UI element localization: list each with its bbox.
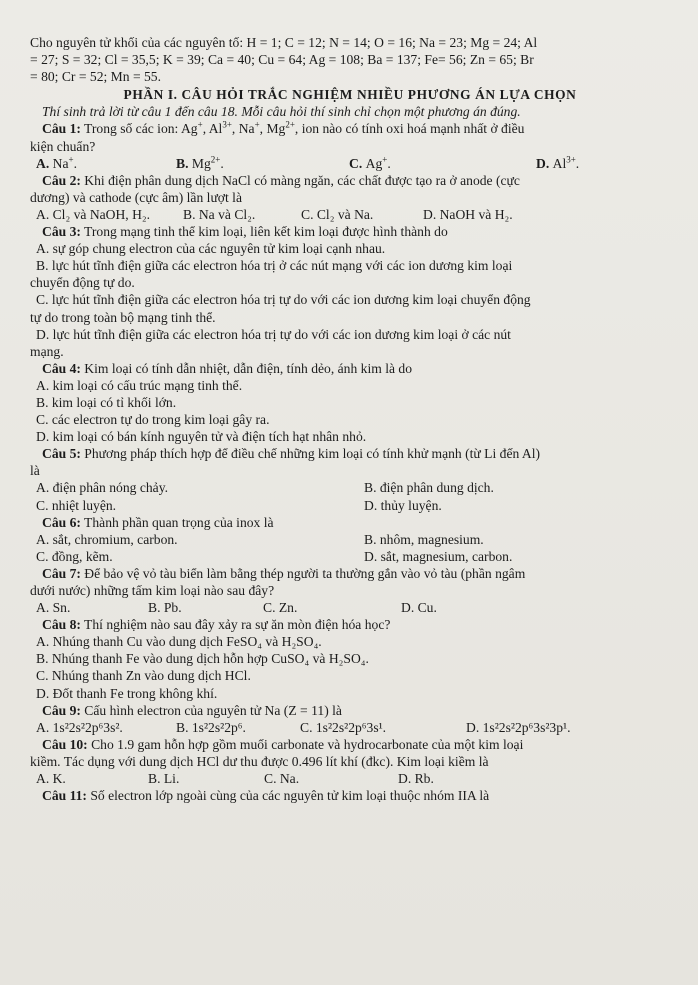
option-a[interactable]: A. Nhúng thanh Cu vào dung dịch FeSO₄ và H₂SO₄.: [36, 634, 322, 650]
option-a[interactable]: A. điện phân nóng chảy.: [36, 480, 169, 496]
atomic-mass-line-1: Cho nguyên tử khối của các nguyên tố: H = 1; C = 12; N = 14; O = 16; Na = 23; Mg = 24; Al: [30, 35, 538, 50]
option-c[interactable]: C. lực hút tĩnh điện giữa các electron hóa trị tự do với các ion dương kim loại chuyển động: [36, 292, 531, 308]
option-d[interactable]: D. NaOH và H₂.: [423, 206, 513, 222]
question-2: Câu 2: Khi điện phân dung dịch NaCl có màng ngăn, các chất được tạo ra ở anode (cực: [42, 172, 520, 188]
question-8: Câu 8: Thí nghiệm nào sau đây xảy ra sự ăn mòn điện hóa học?: [42, 617, 391, 633]
question-number: Câu 3:: [42, 224, 81, 240]
section-instruction: Thí sinh trả lời từ câu 1 đến câu 18. Mỗi câu hỏi thí sinh chỉ chọn một phương án đúng.: [42, 104, 521, 120]
question-number: Câu 10:: [42, 736, 88, 752]
option-b[interactable]: B. Nhúng thanh Fe vào dung dịch hỗn hợp CuSO₄ và H₂SO₄.: [36, 651, 369, 667]
atomic-mass-line-2: = 27; S = 32; Cl = 35,5; K = 39; Ca = 40; Cu = 64; Ag = 108; Ba = 137; Fe= 56; Zn = 65; Br: [30, 52, 534, 68]
question-1-cont: kiện chuẩn?: [30, 138, 96, 154]
option-c[interactable]: C. Cl₂ và Na.: [301, 206, 374, 222]
question-number: Câu 2:: [42, 172, 81, 188]
option-d[interactable]: D. thủy luyện.: [364, 497, 442, 513]
question-number: Câu 11:: [42, 788, 87, 804]
option-d[interactable]: D. Rb.: [398, 771, 434, 787]
atomic-mass-line-3: = 80; Cr = 52; Mn = 55.: [30, 69, 161, 85]
option-d[interactable]: D. lực hút tĩnh điện giữa các electron hóa trị tự do với các ion dương kim loại ở các nút: [36, 326, 511, 342]
question-number: Câu 5:: [42, 446, 81, 462]
option-d[interactable]: D. kim loại có bán kính nguyên tử và điện tích hạt nhân nhỏ.: [36, 429, 367, 445]
question-6-options-row-1: [30, 531, 670, 548]
option-b[interactable]: B. $Mg^{2+}$.: [176, 154, 224, 171]
section-title: PHẦN I. CÂU HỎI TRẮC NGHIỆM NHIỀU PHƯƠNG ÁN LỰA CHỌN: [123, 87, 577, 103]
option-c[interactable]: C. đồng, kẽm.: [36, 548, 113, 564]
question-6-options-row-2: [30, 548, 670, 565]
option-c[interactable]: C. Zn.: [263, 600, 298, 616]
option-b-cont: chuyển động tự do.: [30, 275, 135, 291]
question-number: Câu 6:: [42, 514, 81, 530]
question-number: Câu 9:: [42, 702, 81, 718]
option-c[interactable]: C. các electron tự do trong kim loại gây ra.: [36, 412, 270, 428]
option-a[interactable]: A. sắt, chromium, carbon.: [36, 531, 178, 547]
question-2-cont: dương) và cathode (cực âm) lần lượt là: [30, 189, 242, 205]
option-d[interactable]: D. 1s²2s²2p⁶3s²3p¹.: [466, 719, 571, 735]
question-5: Câu 5: Phương pháp thích hợp để điều chế những kim loại có tính khử mạnh (từ Li đến Al): [42, 446, 541, 462]
option-c[interactable]: C. nhiệt luyện.: [36, 497, 117, 513]
option-d-cont: mạng.: [30, 343, 64, 359]
option-c[interactable]: C. 1s²2s²2p⁶3s¹.: [300, 719, 387, 735]
option-c[interactable]: C. Ag+.: [349, 154, 391, 171]
option-b[interactable]: B. lực hút tĩnh điện giữa các electron hóa trị ở các nút mạng với các ion dương kim loại: [36, 258, 513, 274]
option-b[interactable]: B. điện phân dung dịch.: [364, 480, 494, 496]
option-a[interactable]: A. kim loại có cấu trúc mạng tinh thể.: [36, 377, 243, 393]
question-number: Câu 4:: [42, 360, 81, 376]
question-number: Câu 8:: [42, 617, 81, 633]
option-b[interactable]: B. Li.: [148, 771, 180, 787]
question-10-cont: kiềm. Tác dụng với dung dịch HCl dư thu được 0.496 lít khí (đkc). Kim loại kiềm là: [30, 753, 489, 769]
option-a[interactable]: A. sự góp chung electron của các nguyên tử kim loại cạnh nhau.: [36, 241, 386, 257]
question-9: Câu 9: Cấu hình electron của nguyên tử Na (Z = 11) là: [42, 702, 342, 718]
option-a[interactable]: A. Sn.: [36, 600, 71, 616]
question-7: Câu 7: Để bảo vệ vỏ tàu biển làm bằng thép người ta thường gắn vào vỏ tàu (phần ngâm: [42, 565, 526, 581]
question-6: Câu 6: Thành phần quan trọng của inox là: [42, 514, 274, 530]
question-7-options: [30, 599, 670, 616]
question-1: Câu 1: Trong số các ion: Ag+, $Al^{3+}$, Na+, $Mg^{2+}$, ion nào có tính oxi hoá mạnh nhất ở điều: [42, 119, 525, 137]
question-1-options: [30, 155, 670, 172]
option-b[interactable]: B. Na và Cl₂.: [183, 206, 256, 222]
option-d[interactable]: D. Đốt thanh Fe trong không khí.: [36, 685, 218, 701]
option-c[interactable]: C. Nhúng thanh Zn vào dung dịch HCl.: [36, 668, 251, 684]
question-2-options: [30, 206, 670, 223]
question-9-options: [30, 719, 670, 736]
question-7-cont: dưới nước) những tấm kim loại nào sau đây?: [30, 583, 275, 598]
option-c[interactable]: C. Na.: [264, 771, 300, 787]
question-10-options: [30, 770, 670, 787]
option-b[interactable]: B. Pb.: [148, 600, 182, 616]
option-a[interactable]: A. Na+.: [36, 154, 77, 171]
question-5-cont: là: [30, 463, 40, 479]
option-c-cont: tự do trong toàn bộ mạng tinh thể.: [30, 309, 216, 325]
option-a[interactable]: A. K.: [36, 771, 66, 787]
question-5-options-row-2: [30, 497, 670, 514]
option-a[interactable]: A. 1s²2s²2p⁶3s².: [36, 719, 123, 735]
question-number: Câu 1:: [42, 121, 81, 137]
question-10: Câu 10: Cho 1.9 gam hỗn hợp gồm muối carbonate và hydrocarbonate của một kim loại: [42, 736, 524, 752]
option-d[interactable]: D. Cu.: [401, 600, 437, 616]
option-b[interactable]: B. 1s²2s²2p⁶.: [176, 719, 246, 735]
option-d[interactable]: D. sắt, magnesium, carbon.: [364, 548, 513, 564]
option-d[interactable]: D. $Al^{3+}$.: [536, 154, 580, 171]
option-b[interactable]: B. kim loại có tỉ khối lớn.: [36, 394, 177, 410]
question-number: Câu 7:: [42, 565, 81, 581]
question-5-options-row-1: [30, 479, 670, 496]
option-a[interactable]: A. Cl₂ và NaOH, H₂.: [36, 206, 151, 222]
question-11: Câu 11: Số electron lớp ngoài cùng của các nguyên tử kim loại thuộc nhóm IIA là: [42, 788, 490, 804]
question-3: Câu 3: Trong mạng tinh thể kim loại, liên kết kim loại được hình thành do: [42, 224, 448, 240]
option-b[interactable]: B. nhôm, magnesium.: [364, 531, 484, 547]
question-4: Câu 4: Kim loại có tính dẫn nhiệt, dẫn điện, tính dẻo, ánh kim là do: [42, 360, 413, 376]
